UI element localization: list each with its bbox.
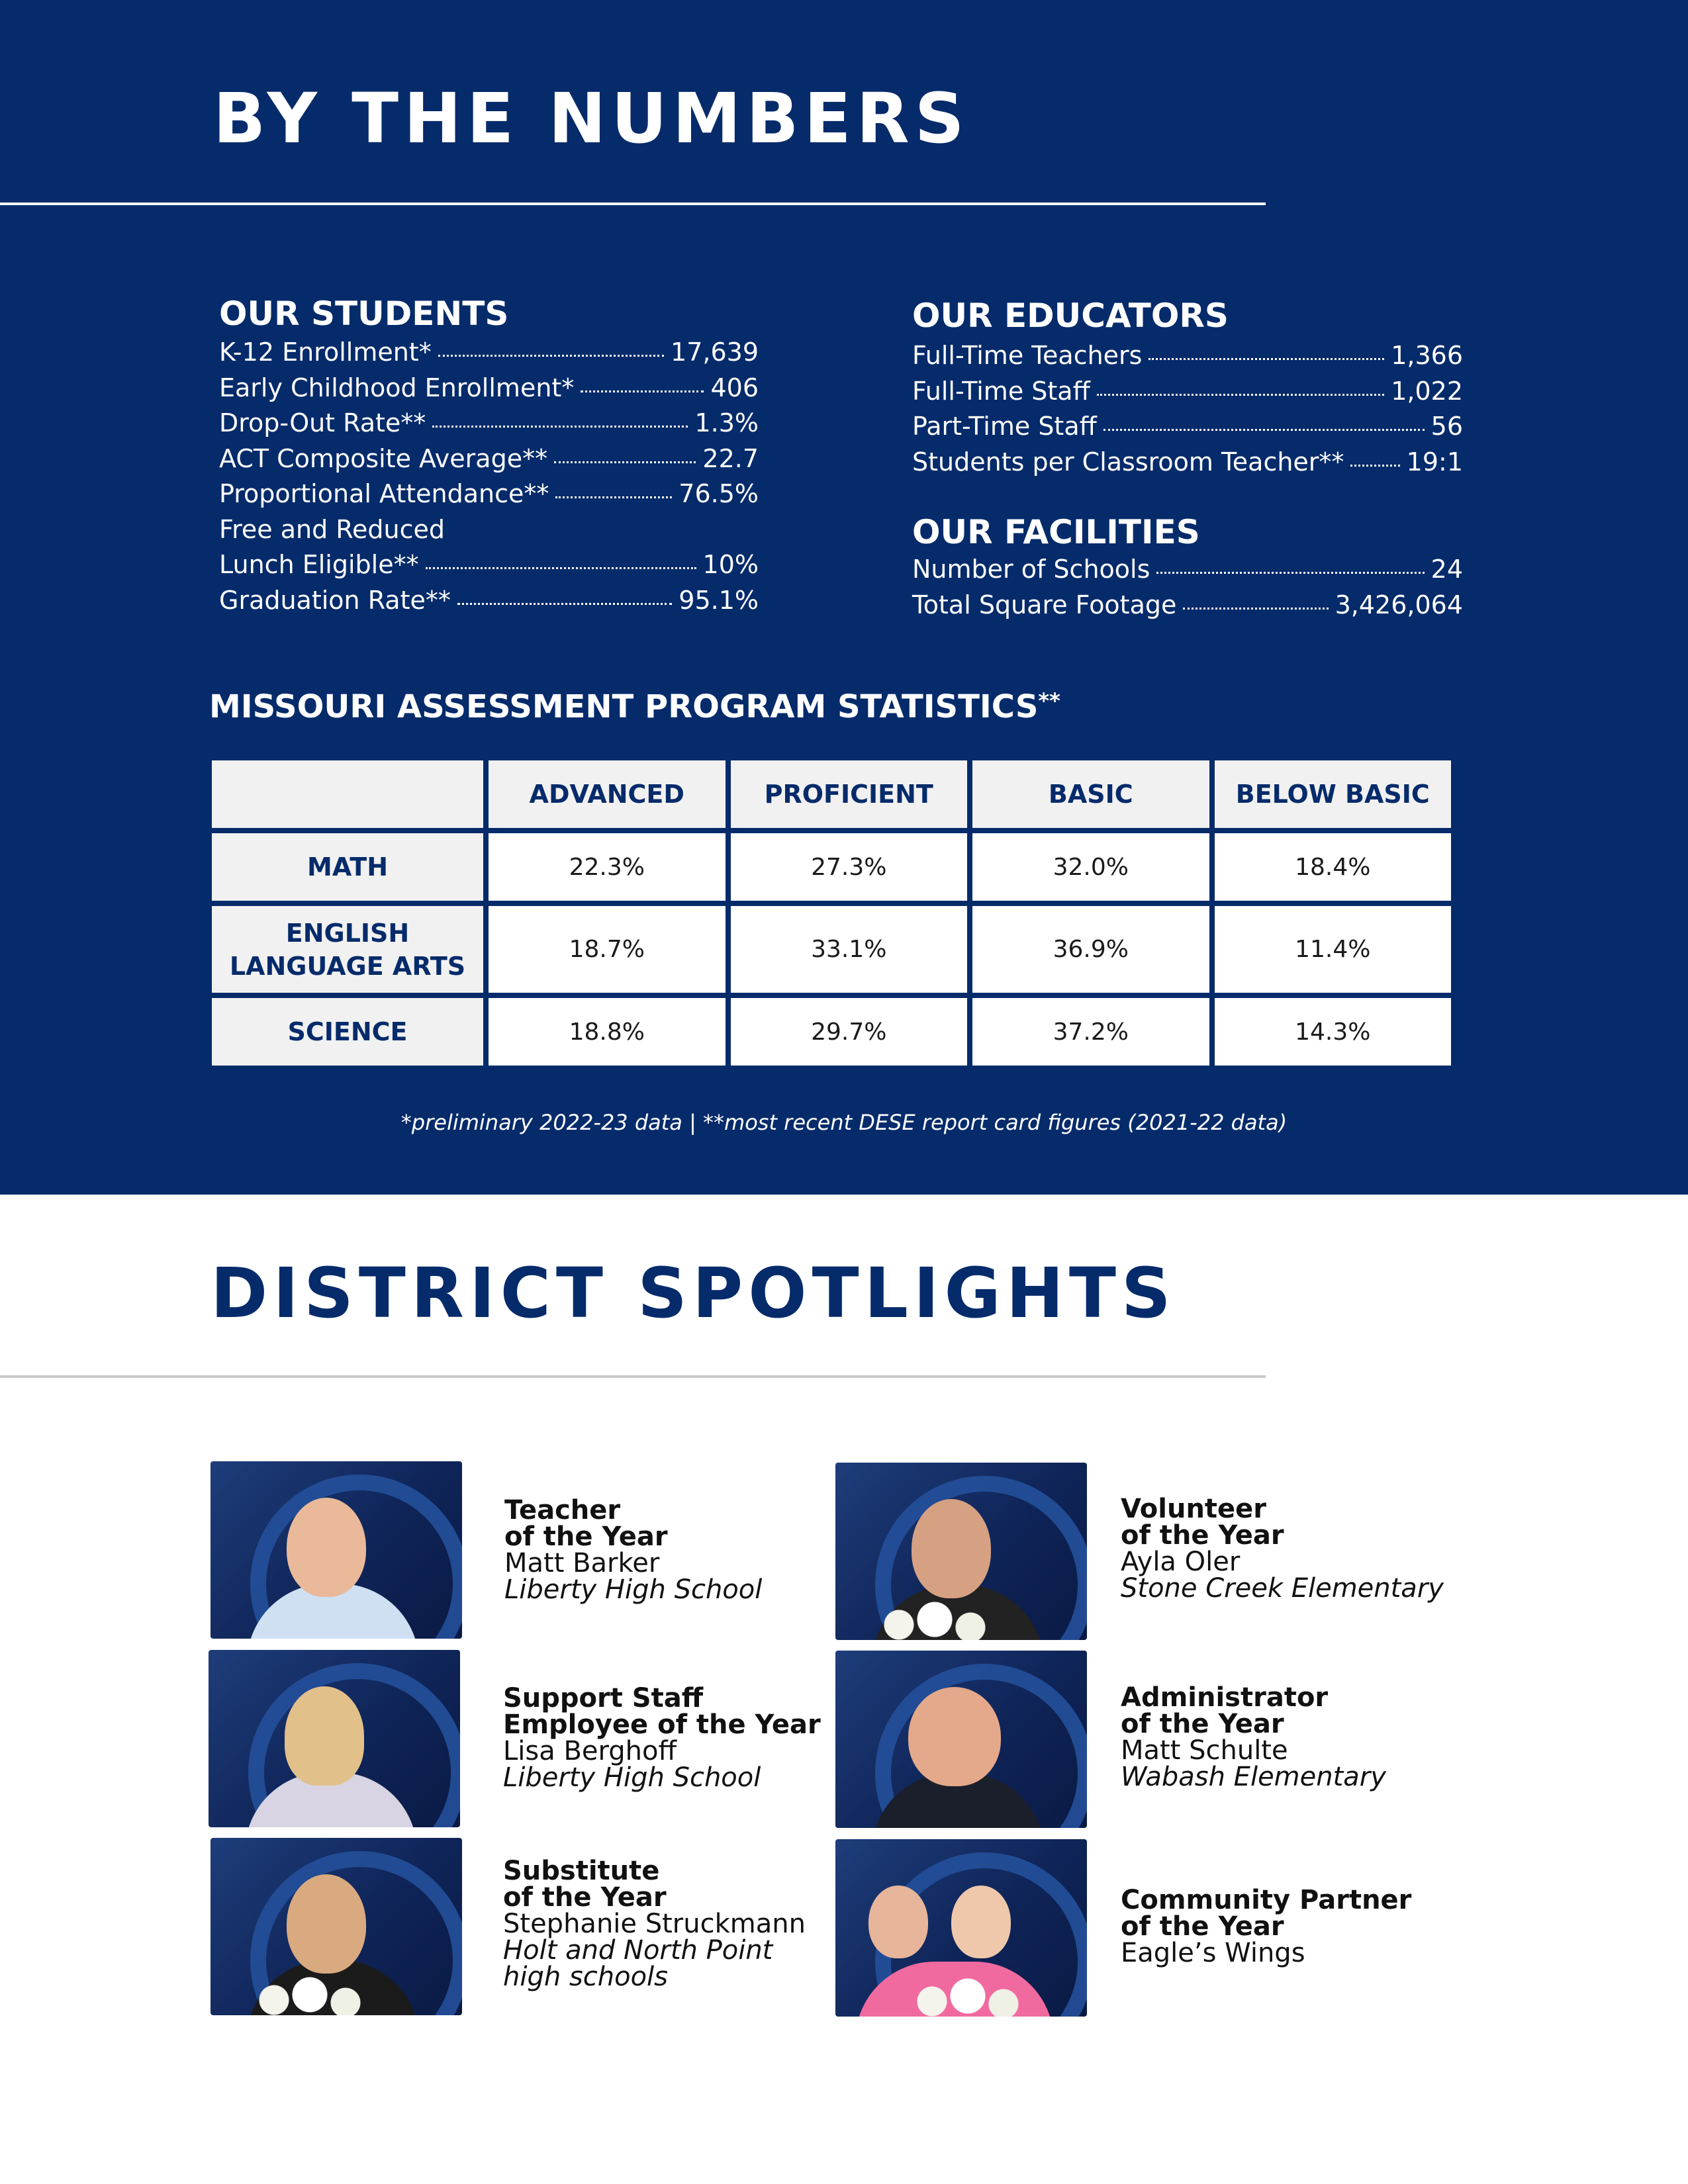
table-cell: 27.3% xyxy=(731,833,968,901)
honoree-name: Ayla Oler xyxy=(1121,1547,1241,1577)
photo-head xyxy=(285,1686,364,1786)
photo-head xyxy=(908,1687,1001,1786)
stat-value: 1,366 xyxy=(1391,341,1463,370)
row-header: ENGLISH LANGUAGE ARTS xyxy=(212,906,483,993)
stat-value: 10% xyxy=(702,550,759,579)
support-staff-photo xyxy=(209,1650,460,1827)
award-title-line1: Teacher xyxy=(504,1495,621,1525)
stat-label: Total Square Footage xyxy=(912,590,1177,619)
stat-value: 22.7 xyxy=(702,443,759,473)
leader-dots xyxy=(1149,358,1384,360)
award-title-line1: Substitute xyxy=(503,1856,660,1886)
volunteer-photo xyxy=(835,1463,1087,1640)
stat-label: Graduation Rate** xyxy=(219,585,451,615)
honoree-school: Stone Creek Elementary xyxy=(1121,1573,1444,1604)
facilities-list xyxy=(912,555,1463,625)
honoree-school: Wabash Elementary xyxy=(1121,1762,1386,1792)
award-title-line2: of the Year xyxy=(1121,1709,1284,1739)
photo-flowers xyxy=(875,1598,994,1640)
stat-label: Proportional Attendance** xyxy=(219,479,549,508)
stat-label: Full-Time Teachers xyxy=(912,341,1143,370)
support-staff-text xyxy=(503,1685,821,1791)
award-title-line2: of the Year xyxy=(1121,1911,1284,1942)
table-header-row xyxy=(212,760,1451,828)
table-cell: 36.9% xyxy=(972,906,1209,993)
stat-label: K-12 Enrollment* xyxy=(219,338,432,367)
page-title: BY THE NUMBERS xyxy=(213,78,970,159)
stat-label: Lunch Eligible** xyxy=(219,550,419,579)
photo-head xyxy=(287,1498,366,1597)
award-title-line2: of the Year xyxy=(504,1522,668,1552)
stat-value: 1,022 xyxy=(1391,376,1463,406)
honoree-name: Lisa Berghoff xyxy=(503,1736,677,1766)
spotlights-title: DISTRICT SPOTLIGHTS xyxy=(211,1253,1176,1334)
map-heading-footnote-mark: ** xyxy=(1038,688,1060,713)
leader-dots xyxy=(1103,429,1425,431)
facilities-heading: OUR FACILITIES xyxy=(912,513,1200,551)
administrator-text xyxy=(1121,1684,1386,1790)
honoree-school-line2: high schools xyxy=(503,1962,669,1992)
stat-row xyxy=(219,408,759,444)
stat-row xyxy=(219,373,759,409)
honoree-school: Liberty High School xyxy=(504,1574,763,1605)
title-divider xyxy=(0,203,1266,205)
honoree-name: Stephanie Struckmann xyxy=(503,1909,806,1939)
photo-head xyxy=(912,1499,991,1598)
stat-row xyxy=(219,586,759,621)
table-cell: 22.3% xyxy=(489,833,726,901)
administrator-photo xyxy=(835,1651,1087,1828)
leader-dots xyxy=(1350,465,1399,467)
award-title-line1: Support Staff xyxy=(503,1683,704,1713)
stat-row xyxy=(912,412,1463,447)
table-cell: 33.1% xyxy=(731,906,968,993)
honoree-school: Liberty High School xyxy=(503,1762,761,1793)
teacher-of-the-year-text xyxy=(504,1497,762,1603)
table-cell: 18.4% xyxy=(1215,833,1452,901)
award-title-line1: Administrator xyxy=(1121,1682,1329,1713)
stat-row xyxy=(912,555,1463,590)
map-statistics-table xyxy=(207,755,1456,1071)
educators-heading: OUR EDUCATORS xyxy=(912,296,1229,335)
stat-value: 3,426,064 xyxy=(1335,590,1463,619)
table-cell: 18.8% xyxy=(489,998,726,1066)
table-row xyxy=(212,906,1451,993)
row-header: SCIENCE xyxy=(212,998,483,1066)
leader-dots xyxy=(581,390,704,392)
stat-label: Early Childhood Enrollment* xyxy=(219,373,575,402)
stat-label: Number of Schools xyxy=(912,555,1150,584)
stat-row xyxy=(219,338,759,373)
substitute-photo xyxy=(211,1838,462,2015)
stat-row xyxy=(912,341,1463,377)
honoree-school: Holt and North Point xyxy=(503,1935,773,1966)
spotlights-divider xyxy=(0,1375,1266,1378)
stat-value: 17,639 xyxy=(671,338,759,367)
stat-label: Full-Time Staff xyxy=(912,376,1090,406)
photo-flowers xyxy=(250,1974,369,2015)
stat-label: Students per Classroom Teacher** xyxy=(912,447,1344,477)
table-row xyxy=(212,833,1451,901)
award-title-line1: Volunteer xyxy=(1121,1494,1267,1524)
stat-row xyxy=(219,550,759,586)
stat-row xyxy=(219,479,759,515)
map-heading-text: MISSOURI ASSESSMENT PROGRAM STATISTICS xyxy=(209,688,1039,725)
column-header: PROFICIENT xyxy=(731,760,968,828)
students-heading: OUR STUDENTS xyxy=(219,295,509,333)
stat-label: ACT Composite Average** xyxy=(219,443,548,473)
leader-dots xyxy=(555,496,672,498)
photo-head xyxy=(868,1886,928,1958)
community-partner-photo xyxy=(835,1839,1087,2017)
award-title-line2: of the Year xyxy=(503,1882,667,1913)
stat-row xyxy=(219,444,759,480)
stat-value: 56 xyxy=(1430,412,1463,441)
table-cell: 37.2% xyxy=(972,998,1209,1066)
leader-dots xyxy=(1097,394,1384,396)
column-header: ADVANCED xyxy=(489,760,726,828)
stat-value: 95.1% xyxy=(679,585,759,615)
stat-label: Drop-Out Rate** xyxy=(219,408,426,437)
photo-head xyxy=(951,1886,1011,1958)
table-cell: 18.7% xyxy=(489,906,726,993)
photo-flowers xyxy=(908,1975,1027,2017)
stat-value: 406 xyxy=(710,373,759,402)
table-cell: 11.4% xyxy=(1215,906,1452,993)
leader-dots xyxy=(438,355,664,357)
stat-row xyxy=(219,515,759,551)
community-partner-text xyxy=(1121,1887,1411,1966)
honoree-name: Eagle’s Wings xyxy=(1121,1938,1305,1968)
honoree-name: Matt Schulte xyxy=(1121,1735,1288,1766)
leader-dots xyxy=(426,567,696,569)
volunteer-text xyxy=(1121,1496,1444,1602)
table-cell: 29.7% xyxy=(731,998,968,1066)
substitute-text xyxy=(503,1858,806,1990)
award-title-line2: of the Year xyxy=(1121,1520,1284,1551)
stat-row xyxy=(912,590,1463,626)
map-heading xyxy=(209,688,1060,725)
table-row xyxy=(212,998,1451,1066)
leader-dots xyxy=(457,603,672,605)
students-list xyxy=(219,338,759,621)
leader-dots xyxy=(432,426,688,428)
data-footnote: *preliminary 2022-23 data | **most recent DESE report card figures (2021-22 data) xyxy=(400,1110,1288,1135)
column-header: BASIC xyxy=(972,760,1209,828)
teacher-of-the-year-photo xyxy=(211,1461,462,1639)
table-corner-cell xyxy=(212,760,483,828)
educators-list xyxy=(912,341,1463,482)
stat-label: Part-Time Staff xyxy=(912,412,1097,441)
award-title-line2: Employee of the Year xyxy=(503,1709,821,1740)
stat-label: Free and Reduced xyxy=(219,514,445,544)
stat-value: 19:1 xyxy=(1406,447,1463,477)
leader-dots xyxy=(554,461,696,463)
award-title-line1: Community Partner xyxy=(1121,1885,1412,1915)
stat-value: 24 xyxy=(1430,555,1463,584)
honoree-name: Matt Barker xyxy=(504,1548,660,1578)
stat-value: 76.5% xyxy=(679,479,759,508)
table-cell: 32.0% xyxy=(972,833,1209,901)
table-cell: 14.3% xyxy=(1215,998,1452,1066)
column-header: BELOW BASIC xyxy=(1215,760,1452,828)
stat-row xyxy=(912,377,1463,412)
leader-dots xyxy=(1183,608,1328,610)
photo-head xyxy=(287,1874,366,1974)
stat-value: 1.3% xyxy=(694,408,759,437)
row-header: MATH xyxy=(212,833,483,901)
stat-row xyxy=(912,447,1463,483)
leader-dots xyxy=(1156,572,1424,574)
